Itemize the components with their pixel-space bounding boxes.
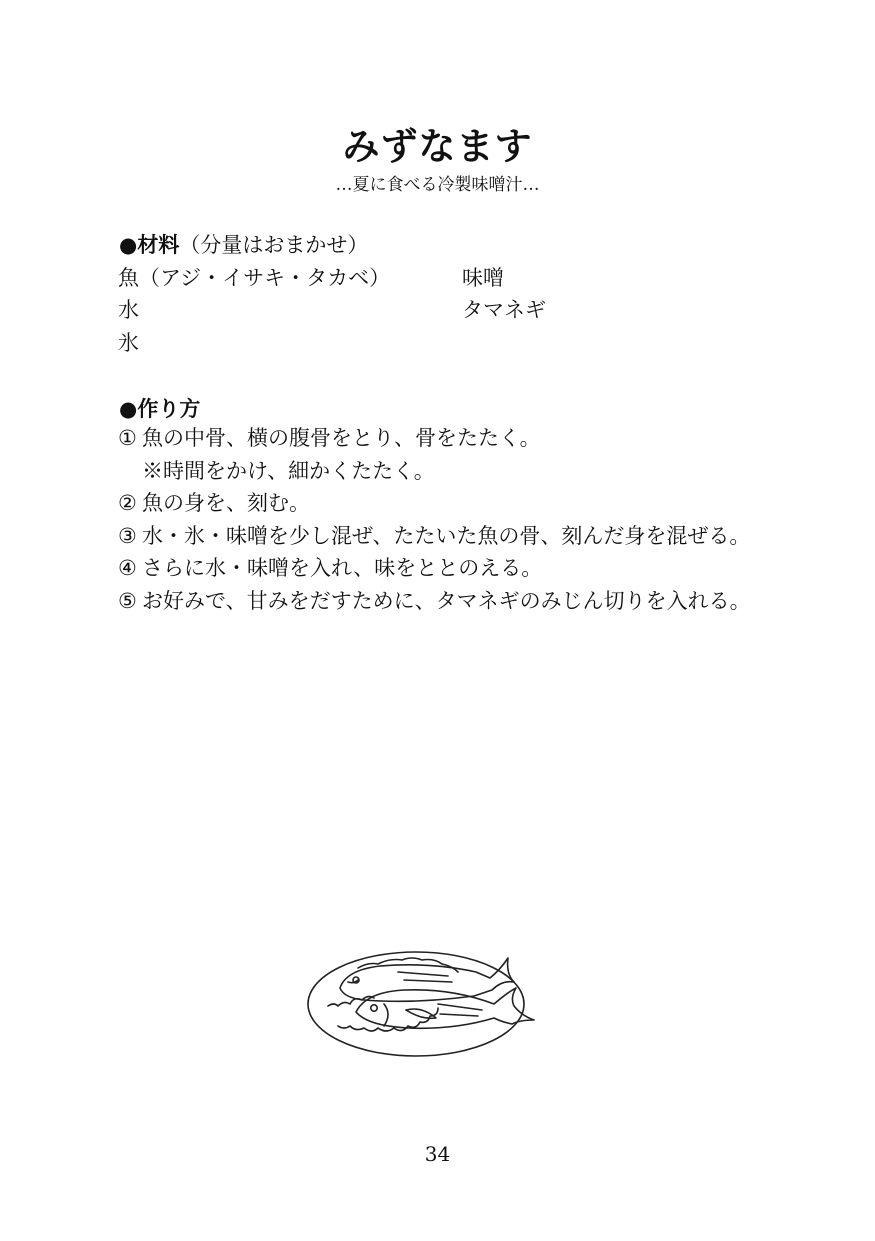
method-steps xyxy=(118,422,768,617)
page-title: みずなます xyxy=(342,125,533,168)
step-text: お好みで、甘みをだすために、タマネギのみじん切りを入れる。 xyxy=(142,588,751,613)
method-heading xyxy=(119,393,200,423)
ingredient-right-2: タマネギ xyxy=(462,298,546,322)
step-number: ⑤ xyxy=(118,588,137,613)
ingredients-note: （分量はおまかせ） xyxy=(179,233,369,257)
ingredient-right-1: 味噌 xyxy=(462,266,504,290)
ingredients-heading xyxy=(119,229,368,259)
fish-front-eye xyxy=(371,1005,377,1011)
method-heading-label: ●作り方 xyxy=(119,397,201,421)
step-number: ③ xyxy=(118,523,137,548)
step-text: 水・氷・味噌を少し混ぜ、たたいた魚の骨、刻んだ身を混ぜる。 xyxy=(142,523,751,548)
step-4 xyxy=(118,552,768,585)
step-1-note xyxy=(118,455,768,488)
ingredient-left-3: 氷 xyxy=(118,331,139,355)
step-text: 魚の身を、刻む。 xyxy=(142,491,310,515)
step-number: ② xyxy=(118,491,137,515)
step-1 xyxy=(118,422,768,455)
fish-front-detail xyxy=(384,1004,482,1026)
step-text: さらに水・味噌を入れ、味をととのえる。 xyxy=(142,556,543,580)
fish-back-detail xyxy=(348,972,452,983)
step-text: 魚の中骨、横の腹骨をとり、骨をたたく。 xyxy=(142,426,541,450)
step-2 xyxy=(118,487,768,520)
step-5 xyxy=(118,585,768,618)
ingredients-heading-label: ●材料 xyxy=(119,233,180,257)
step-text: ※時間をかけ、細かくたたく。 xyxy=(142,458,435,483)
plate-rim-wave xyxy=(328,958,458,1031)
fish-front xyxy=(356,988,534,1028)
step-number: ④ xyxy=(118,556,137,580)
step-3 xyxy=(118,520,768,553)
fish-plate-illustration xyxy=(298,938,548,1064)
page-number: 34 xyxy=(424,1142,451,1166)
step-number xyxy=(118,455,142,488)
ingredient-left-2: 水 xyxy=(118,298,139,322)
step-number: ① xyxy=(118,426,137,450)
page-subtitle: …夏に食べる冷製味噌汁… xyxy=(335,175,540,195)
ingredient-left-1: 魚（アジ・イサキ・タカベ） xyxy=(118,266,391,290)
